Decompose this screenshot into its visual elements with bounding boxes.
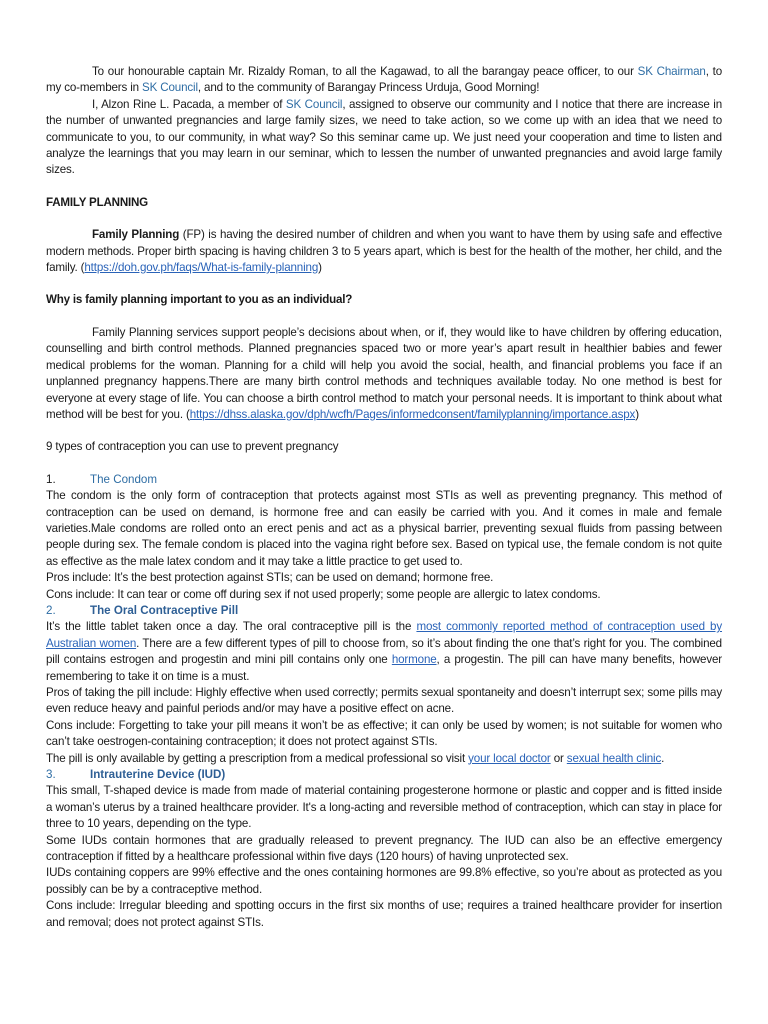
- section-title: Intrauterine Device (IUD): [90, 768, 226, 782]
- section-number: 1.: [46, 472, 56, 486]
- pill-text: . There are a few different types of pill to choose from, so it’s about finding the one that’s right for you. The combined pill contains estrogen and progestin and mini pill contains only one: [46, 636, 722, 667]
- pill-pros: Pros of taking the pill include: Highly effective when used correctly; permits sexual spontaneity and doesn’t interrupt sex; some pills may even reduce heavy and painful periods and/or may have a positive effect on acne.: [46, 686, 722, 716]
- section-number: 3.: [46, 768, 56, 782]
- sk-council-term: SK Council: [142, 81, 198, 95]
- pill-text: .: [661, 751, 665, 765]
- family-planning-term: Family Planning: [92, 228, 180, 242]
- sexual-health-clinic-link[interactable]: sexual health clinic: [566, 751, 662, 765]
- pill-text: The pill is only available by getting a prescription from a medical professional so visit: [46, 751, 469, 765]
- fp-text: (FP) is having the desired number of children and when you want to have them by using safe and effective modern methods. Proper birth spacing is having children 3 to 5 years apart, which is best for the health of the mother, her child, and the family. (: [46, 228, 722, 275]
- family-planning-paragraph: [46, 227, 722, 276]
- hormone-link[interactable]: hormone: [391, 653, 437, 667]
- pill-body: [46, 619, 722, 685]
- why-text: ): [635, 407, 639, 421]
- pill-availability: [46, 751, 722, 767]
- iud-paragraph-3: IUDs containing coppers are 99% effective and the ones containing hormones are 99.8% effective, so you’re about as protected as you possibly can be by a contraceptive method.: [46, 866, 722, 896]
- intro-paragraph-2: [46, 97, 722, 179]
- condom-cons: Cons include: It can tear or come off during sex if not used properly; some people are allergic to latex condoms.: [46, 587, 601, 601]
- intro-text: , and to the community of Barangay Princess Urduja, Good Morning!: [197, 81, 540, 95]
- section-title: The Oral Contraceptive Pill: [90, 603, 239, 617]
- section-condom-heading: [46, 472, 722, 488]
- why-paragraph: [46, 325, 722, 423]
- doh-link[interactable]: https://doh.gov.ph/faqs/What-is-family-planning: [84, 261, 319, 275]
- pill-text: , a progestin. The pill can have many benefits, however remembering to take it on time is a must.: [46, 653, 722, 683]
- section-pill-heading: [46, 603, 722, 619]
- intro-paragraph-1: [46, 64, 722, 97]
- iud-cons: Cons include: Irregular bleeding and spotting occurs in the first six months of use; requires a trained healthcare provider for insertion and removal; does not protect against STIs.: [46, 899, 722, 929]
- section-number: 2.: [46, 603, 56, 617]
- pill-cons: Cons include: Forgetting to take your pill means it won’t be as effective; it can only be used by women; is not suitable for women who can’t take oestrogen-containing contraception; it does not protect against STIs.: [46, 718, 722, 749]
- sk-chairman-term: SK Chairman: [637, 65, 706, 78]
- dhss-link[interactable]: https://dhss.alaska.gov/dph/wcfh/Pages/informedconsent/familyplanning/importance.aspx: [189, 407, 636, 421]
- intro-text: , to my co-members in: [46, 65, 723, 95]
- family-planning-heading: FAMILY PLANNING: [46, 195, 148, 209]
- why-text: Family Planning services support people’s decisions about when, or if, they would like to have children by offering education, counselling and birth control methods. Planned pregnancies spaced two or more year’s apart result in healthier babies and fewer medical problems for the woman. Planning for a child will help you avoid the social, health, and financial problems you face if an unplanned pregnancy happens.There are many birth control methods and techniques available today. No one method is best for everyone at every stage of life. You can choose a birth control method to match your personal needs. It is important to think about what method will be best for you. (: [46, 325, 722, 421]
- intro-text: , assigned to observe our community and I notice that there are increase in the number of unwanted pregnancies and large family sizes, we need to take action, so we come up with an idea that we need to communicate to you, to our community, in what way? So this seminar came up. We just need your cooperation and time to listen and analyze the learnings that you may learn in our seminar, which to lessen the number of unwanted pregnancies and avoid large family sizes.: [46, 97, 722, 177]
- fp-text: ): [318, 261, 322, 275]
- section-iud-heading: [46, 767, 722, 783]
- condom-pros: Pros include: It’s the best protection against STIs; can be used on demand; hormone free.: [46, 571, 494, 585]
- intro-text: To our honourable captain Mr. Rizaldy Roman, to all the Kagawad, to all the barangay peace officer, to our: [92, 65, 638, 78]
- why-heading: Why is family planning important to you as an individual?: [46, 293, 353, 307]
- pill-text: or: [550, 751, 567, 765]
- intro-text: I, Alzon Rine L. Pacada, a member of: [92, 97, 286, 111]
- sk-council-term: SK Council: [285, 97, 343, 111]
- condom-body: The condom is the only form of contraception that protects against most STIs as well as preventing pregnancy. This method of contraception can be used on demand, is hormone free and can easily be carried with you. And it comes in male and female varieties.Male condoms are rolled onto an erect penis and act as a physical barrier, preventing sexual fluids from passing between people during sex. The female condom is placed into the vagina right before sex. Based on typical use, the female condom is not quite as effective as the male latex condom and it may take a little practice to get used to.: [46, 489, 722, 568]
- local-doctor-link[interactable]: your local doctor: [468, 751, 551, 765]
- types-intro: 9 types of contraception you can use to prevent pregnancy: [46, 440, 339, 454]
- contraception-australia-link[interactable]: most commonly reported method of contraception used by Australian women: [46, 620, 723, 650]
- pill-text: It’s the little tablet taken once a day. The oral contraceptive pill is the: [46, 620, 417, 634]
- iud-body: This small, T-shaped device is made from made of material containing progesterone hormone or plastic and copper and is fitted inside a woman’s uterus by a trained healthcare provider. It's a long-acting and reversible method of contraception, which can stay in place for three to 10 years, depending on the type.: [46, 784, 722, 831]
- section-title: The Condom: [90, 472, 158, 486]
- iud-paragraph-2: Some IUDs contain hormones that are gradually released to prevent pregnancy. The IUD can also be an effective emergency contraception if fitted by a healthcare professional within five days (120 hours) of having unprotected sex.: [46, 833, 722, 864]
